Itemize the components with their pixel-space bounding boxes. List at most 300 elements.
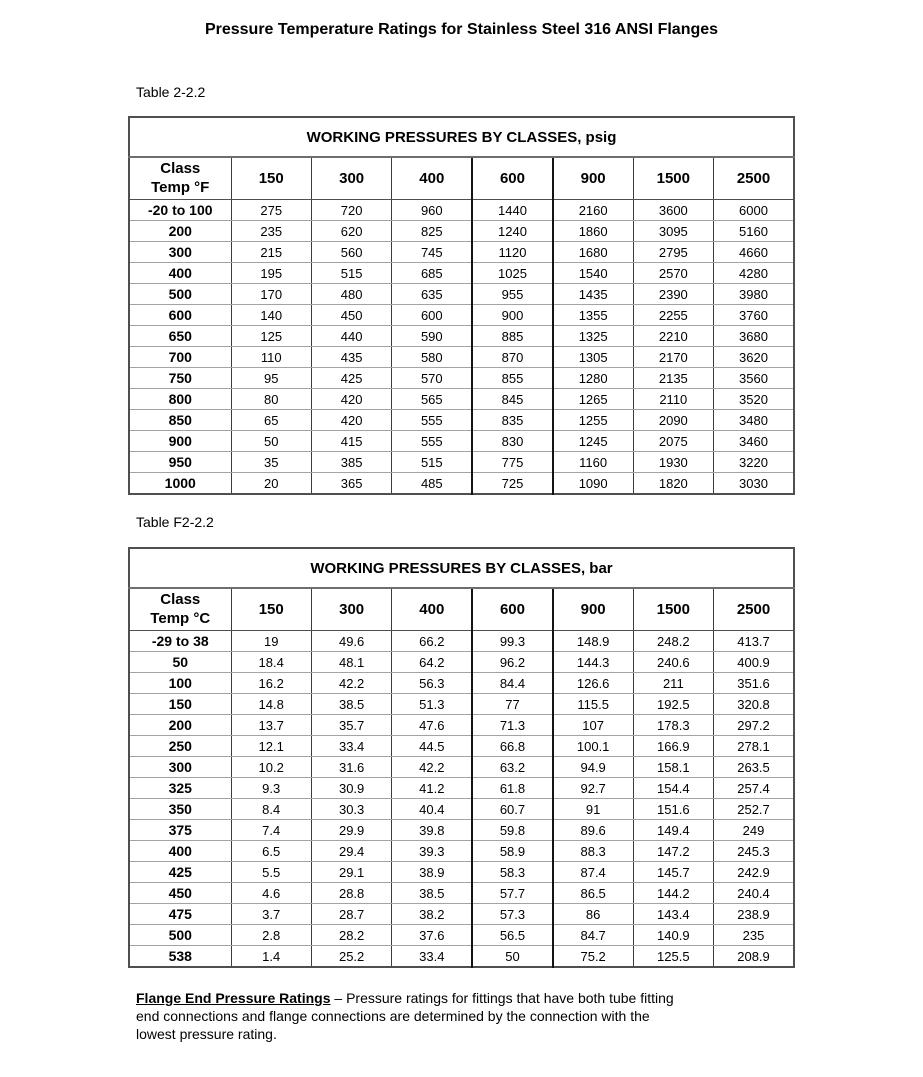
pressure-value-cell: 3620 <box>714 347 794 368</box>
temp-cell: 325 <box>129 778 231 799</box>
temp-unit-header-label: Temp °C <box>150 609 211 627</box>
pressure-value-cell: 61.8 <box>472 778 552 799</box>
pressure-value-cell: 2570 <box>633 263 713 284</box>
pressure-value-cell: 30.3 <box>311 799 391 820</box>
temp-cell: 450 <box>129 883 231 904</box>
temp-cell: 900 <box>129 431 231 452</box>
footer-note <box>136 989 923 1043</box>
class-column-header: 2500 <box>714 588 794 631</box>
temp-cell: 300 <box>129 757 231 778</box>
page-title: Pressure Temperature Ratings for Stainless Steel 316 ANSI Flanges <box>204 21 719 38</box>
temp-cell: -29 to 38 <box>129 631 231 652</box>
pressure-value-cell: 63.2 <box>472 757 552 778</box>
pressure-value-cell: 95 <box>231 368 311 389</box>
pressure-value-cell: 66.8 <box>472 736 552 757</box>
temp-cell: 400 <box>129 263 231 284</box>
pressure-value-cell: 1255 <box>553 410 633 431</box>
pressure-value-cell: 77 <box>472 694 552 715</box>
temp-cell: 300 <box>129 242 231 263</box>
pressure-value-cell: 51.3 <box>392 694 472 715</box>
pressure-value-cell: 8.4 <box>231 799 311 820</box>
temp-cell: 425 <box>129 862 231 883</box>
pressure-value-cell: 195 <box>231 263 311 284</box>
pressure-value-cell: 28.2 <box>311 925 391 946</box>
pressure-value-cell: 885 <box>472 326 552 347</box>
table-row <box>129 652 794 673</box>
pressure-value-cell: 240.6 <box>633 652 713 673</box>
pressure-value-cell: 1090 <box>553 473 633 495</box>
pressure-value-cell: 58.9 <box>472 841 552 862</box>
table-row <box>129 284 794 305</box>
pressure-value-cell: 620 <box>311 221 391 242</box>
pressure-value-cell: 2160 <box>553 200 633 221</box>
pressure-value-cell: 5.5 <box>231 862 311 883</box>
pressure-value-cell: 745 <box>392 242 472 263</box>
pressure-value-cell: 775 <box>472 452 552 473</box>
pressure-value-cell: 18.4 <box>231 652 311 673</box>
pressure-value-cell: 590 <box>392 326 472 347</box>
pressure-value-cell: 3680 <box>714 326 794 347</box>
pressure-value-cell: 3220 <box>714 452 794 473</box>
pressure-value-cell: 249 <box>714 820 794 841</box>
pressure-value-cell: 107 <box>553 715 633 736</box>
pressure-value-cell: 31.6 <box>311 757 391 778</box>
temp-cell: 250 <box>129 736 231 757</box>
pressure-value-cell: 3520 <box>714 389 794 410</box>
pressure-value-cell: 385 <box>311 452 391 473</box>
table-row <box>129 368 794 389</box>
table-row <box>129 757 794 778</box>
class-column-header: 1500 <box>633 588 713 631</box>
table-row <box>129 221 794 242</box>
pressure-value-cell: 28.8 <box>311 883 391 904</box>
pressure-value-cell: 420 <box>311 389 391 410</box>
pressure-value-cell: 39.8 <box>392 820 472 841</box>
pressure-value-cell: 57.7 <box>472 883 552 904</box>
pressure-value-cell: 252.7 <box>714 799 794 820</box>
pressure-value-cell: 40.4 <box>392 799 472 820</box>
temp-cell: 650 <box>129 326 231 347</box>
class-column-header: 600 <box>472 157 552 200</box>
table-row <box>129 904 794 925</box>
class-column-header: 2500 <box>714 157 794 200</box>
pressure-value-cell: 19 <box>231 631 311 652</box>
pressure-value-cell: 415 <box>311 431 391 452</box>
pressure-value-cell: 2135 <box>633 368 713 389</box>
pressure-value-cell: 125 <box>231 326 311 347</box>
pressure-value-cell: 960 <box>392 200 472 221</box>
pressure-value-cell: 50 <box>231 431 311 452</box>
temp-cell: 538 <box>129 946 231 968</box>
pressure-value-cell: 148.9 <box>553 631 633 652</box>
table-row <box>129 326 794 347</box>
pressure-value-cell: 208.9 <box>714 946 794 968</box>
class-column-header: 400 <box>392 157 472 200</box>
pressure-value-cell: 555 <box>392 431 472 452</box>
pressure-value-cell: 211 <box>633 673 713 694</box>
pressure-value-cell: 9.3 <box>231 778 311 799</box>
pressure-value-cell: 64.2 <box>392 652 472 673</box>
pressure-value-cell: 570 <box>392 368 472 389</box>
pressure-value-cell: 2210 <box>633 326 713 347</box>
table-row <box>129 736 794 757</box>
pressure-value-cell: 242.9 <box>714 862 794 883</box>
pressure-value-cell: 42.2 <box>311 673 391 694</box>
pressure-value-cell: 115.5 <box>553 694 633 715</box>
class-column-header: 150 <box>231 588 311 631</box>
table-row <box>129 715 794 736</box>
temp-cell: 400 <box>129 841 231 862</box>
pressure-value-cell: 1440 <box>472 200 552 221</box>
pressure-value-cell: 235 <box>714 925 794 946</box>
pressure-value-cell: 170 <box>231 284 311 305</box>
temp-cell: 375 <box>129 820 231 841</box>
temp-unit-header-label: Temp °F <box>151 178 210 196</box>
pressure-value-cell: 235 <box>231 221 311 242</box>
pressure-value-cell: 92.7 <box>553 778 633 799</box>
pressure-value-cell: 420 <box>311 410 391 431</box>
pressure-value-cell: 1355 <box>553 305 633 326</box>
pressure-value-cell: 145.7 <box>633 862 713 883</box>
temp-cell: 200 <box>129 221 231 242</box>
pressure-value-cell: 144.2 <box>633 883 713 904</box>
psig-table-section <box>0 84 923 495</box>
pressure-value-cell: 1120 <box>472 242 552 263</box>
pressure-value-cell: 1245 <box>553 431 633 452</box>
pressure-value-cell: 555 <box>392 410 472 431</box>
table-row <box>129 263 794 284</box>
pressure-value-cell: 600 <box>392 305 472 326</box>
temp-cell: 600 <box>129 305 231 326</box>
pressure-value-cell: 1240 <box>472 221 552 242</box>
pressure-value-cell: 158.1 <box>633 757 713 778</box>
pressure-value-cell: 89.6 <box>553 820 633 841</box>
pressure-value-cell: 245.3 <box>714 841 794 862</box>
pressure-value-cell: 1860 <box>553 221 633 242</box>
pressure-value-cell: 143.4 <box>633 904 713 925</box>
pressure-value-cell: 75.2 <box>553 946 633 968</box>
pressure-value-cell: 1.4 <box>231 946 311 968</box>
table-row <box>129 673 794 694</box>
pressure-value-cell: 88.3 <box>553 841 633 862</box>
pressure-value-cell: 99.3 <box>472 631 552 652</box>
pressure-value-cell: 2390 <box>633 284 713 305</box>
pressure-value-cell: 1435 <box>553 284 633 305</box>
table-title: WORKING PRESSURES BY CLASSES, bar <box>129 548 794 588</box>
temp-cell: 1000 <box>129 473 231 495</box>
pressure-value-cell: 14.8 <box>231 694 311 715</box>
table-title: WORKING PRESSURES BY CLASSES, psig <box>129 117 794 157</box>
pressure-value-cell: 166.9 <box>633 736 713 757</box>
class-temp-header <box>129 157 231 200</box>
pressure-value-cell: 560 <box>311 242 391 263</box>
pressure-value-cell: 3460 <box>714 431 794 452</box>
table-row <box>129 946 794 968</box>
pressure-value-cell: 16.2 <box>231 673 311 694</box>
pressure-value-cell: 20 <box>231 473 311 495</box>
class-column-header: 600 <box>472 588 552 631</box>
pressure-value-cell: 151.6 <box>633 799 713 820</box>
pressure-value-cell: 257.4 <box>714 778 794 799</box>
pressure-value-cell: 515 <box>311 263 391 284</box>
pressure-value-cell: 58.3 <box>472 862 552 883</box>
class-header-label: Class <box>160 590 201 608</box>
pressure-value-cell: 480 <box>311 284 391 305</box>
pressure-value-cell: 3030 <box>714 473 794 495</box>
pressure-value-cell: 580 <box>392 347 472 368</box>
pressure-value-cell: 515 <box>392 452 472 473</box>
pressure-value-cell: 56.3 <box>392 673 472 694</box>
pressure-value-cell: 71.3 <box>472 715 552 736</box>
pressure-value-cell: 275 <box>231 200 311 221</box>
pressure-value-cell: 413.7 <box>714 631 794 652</box>
table-title-row <box>129 117 794 157</box>
pressure-value-cell: 140 <box>231 305 311 326</box>
pressure-value-cell: 240.4 <box>714 883 794 904</box>
pressure-value-cell: 10.2 <box>231 757 311 778</box>
pressure-value-cell: 154.4 <box>633 778 713 799</box>
table-row <box>129 389 794 410</box>
pressure-value-cell: 147.2 <box>633 841 713 862</box>
pressure-value-cell: 192.5 <box>633 694 713 715</box>
pressure-value-cell: 3600 <box>633 200 713 221</box>
pressure-value-cell: 29.9 <box>311 820 391 841</box>
table-row <box>129 925 794 946</box>
table-row <box>129 305 794 326</box>
pressure-value-cell: 3760 <box>714 305 794 326</box>
pressure-value-cell: 485 <box>392 473 472 495</box>
pressure-value-cell: 297.2 <box>714 715 794 736</box>
temp-cell: 700 <box>129 347 231 368</box>
temp-cell: 800 <box>129 389 231 410</box>
pressure-value-cell: 2255 <box>633 305 713 326</box>
table-row <box>129 410 794 431</box>
pressure-value-cell: 635 <box>392 284 472 305</box>
pressure-value-cell: 5160 <box>714 221 794 242</box>
table-row <box>129 200 794 221</box>
pressure-value-cell: 1160 <box>553 452 633 473</box>
table-row <box>129 631 794 652</box>
pressure-value-cell: 47.6 <box>392 715 472 736</box>
class-column-header: 150 <box>231 157 311 200</box>
pressure-value-cell: 2170 <box>633 347 713 368</box>
pressure-value-cell: 1325 <box>553 326 633 347</box>
class-temp-header <box>129 588 231 631</box>
class-column-header: 1500 <box>633 157 713 200</box>
pressure-value-cell: 35 <box>231 452 311 473</box>
pressure-value-cell: 1280 <box>553 368 633 389</box>
pressure-value-cell: 4280 <box>714 263 794 284</box>
pressure-value-cell: 1025 <box>472 263 552 284</box>
footer-line1-rest: – Pressure ratings for fittings that have both tube fitting <box>330 990 674 1006</box>
pressure-value-cell: 3560 <box>714 368 794 389</box>
pressure-value-cell: 720 <box>311 200 391 221</box>
pressure-value-cell: 86.5 <box>553 883 633 904</box>
pressure-value-cell: 65 <box>231 410 311 431</box>
pressure-value-cell: 29.4 <box>311 841 391 862</box>
pressure-value-cell: 685 <box>392 263 472 284</box>
pressure-value-cell: 3480 <box>714 410 794 431</box>
table-row <box>129 883 794 904</box>
temp-cell: 100 <box>129 673 231 694</box>
pressure-value-cell: 3095 <box>633 221 713 242</box>
pressure-value-cell: 33.4 <box>311 736 391 757</box>
pressure-value-cell: 4.6 <box>231 883 311 904</box>
column-header-row <box>129 588 794 631</box>
column-header-row <box>129 157 794 200</box>
table-row <box>129 841 794 862</box>
pressure-value-cell: 42.2 <box>392 757 472 778</box>
temp-cell: 50 <box>129 652 231 673</box>
pressure-value-cell: 91 <box>553 799 633 820</box>
table-row <box>129 694 794 715</box>
pressure-value-cell: 870 <box>472 347 552 368</box>
pressure-value-cell: 4660 <box>714 242 794 263</box>
pressure-value-cell: 248.2 <box>633 631 713 652</box>
footer-line2: end connections and flange connections are determined by the connection with the <box>136 1008 650 1024</box>
class-header-label: Class <box>160 159 201 177</box>
pressure-value-cell: 725 <box>472 473 552 495</box>
footer-lead: Flange End Pressure Ratings <box>136 990 331 1006</box>
pressure-value-cell: 825 <box>392 221 472 242</box>
pressure-value-cell: 50 <box>472 946 552 968</box>
pressure-value-cell: 60.7 <box>472 799 552 820</box>
pressure-value-cell: 1265 <box>553 389 633 410</box>
table-title-row <box>129 548 794 588</box>
pressure-value-cell: 178.3 <box>633 715 713 736</box>
pressure-value-cell: 33.4 <box>392 946 472 968</box>
table-caption-bar: Table F2-2.2 <box>136 514 214 530</box>
pressure-value-cell: 1540 <box>553 263 633 284</box>
pressure-value-cell: 400.9 <box>714 652 794 673</box>
pressure-value-cell: 38.5 <box>311 694 391 715</box>
footer-line3: lowest pressure rating. <box>136 1026 277 1042</box>
pressure-value-cell: 30.9 <box>311 778 391 799</box>
pressure-value-cell: 320.8 <box>714 694 794 715</box>
table-caption-psig: Table 2-2.2 <box>136 84 206 100</box>
pressure-value-cell: 565 <box>392 389 472 410</box>
pressure-value-cell: 94.9 <box>553 757 633 778</box>
pressure-value-cell: 84.4 <box>472 673 552 694</box>
pressure-value-cell: 1930 <box>633 452 713 473</box>
pressure-value-cell: 2075 <box>633 431 713 452</box>
pressure-value-cell: 59.8 <box>472 820 552 841</box>
temp-cell: 750 <box>129 368 231 389</box>
pressure-value-cell: 2110 <box>633 389 713 410</box>
table-row <box>129 452 794 473</box>
pressure-value-cell: 435 <box>311 347 391 368</box>
pressure-value-cell: 144.3 <box>553 652 633 673</box>
pressure-value-cell: 100.1 <box>553 736 633 757</box>
pressure-value-cell: 7.4 <box>231 820 311 841</box>
pressure-value-cell: 830 <box>472 431 552 452</box>
table-row <box>129 862 794 883</box>
pressure-value-cell: 900 <box>472 305 552 326</box>
pressure-value-cell: 41.2 <box>392 778 472 799</box>
class-column-header: 300 <box>311 588 391 631</box>
pressure-value-cell: 215 <box>231 242 311 263</box>
pressure-value-cell: 3980 <box>714 284 794 305</box>
pressure-value-cell: 2090 <box>633 410 713 431</box>
table-row <box>129 473 794 495</box>
pressure-value-cell: 3.7 <box>231 904 311 925</box>
working-pressures-psig-table <box>128 116 795 495</box>
pressure-value-cell: 84.7 <box>553 925 633 946</box>
pressure-value-cell: 48.1 <box>311 652 391 673</box>
pressure-value-cell: 278.1 <box>714 736 794 757</box>
temp-cell: 500 <box>129 925 231 946</box>
pressure-value-cell: 35.7 <box>311 715 391 736</box>
pressure-value-cell: 6000 <box>714 200 794 221</box>
pressure-value-cell: 96.2 <box>472 652 552 673</box>
pressure-value-cell: 125.5 <box>633 946 713 968</box>
temp-cell: 850 <box>129 410 231 431</box>
pressure-value-cell: 29.1 <box>311 862 391 883</box>
pressure-value-cell: 365 <box>311 473 391 495</box>
pressure-value-cell: 1820 <box>633 473 713 495</box>
temp-cell: 475 <box>129 904 231 925</box>
pressure-value-cell: 37.6 <box>392 925 472 946</box>
pressure-value-cell: 140.9 <box>633 925 713 946</box>
pressure-value-cell: 351.6 <box>714 673 794 694</box>
temp-cell: 500 <box>129 284 231 305</box>
pressure-value-cell: 38.2 <box>392 904 472 925</box>
pressure-value-cell: 28.7 <box>311 904 391 925</box>
table-row <box>129 799 794 820</box>
table-row <box>129 431 794 452</box>
pressure-value-cell: 44.5 <box>392 736 472 757</box>
pressure-value-cell: 450 <box>311 305 391 326</box>
pressure-value-cell: 955 <box>472 284 552 305</box>
table-row <box>129 347 794 368</box>
pressure-value-cell: 87.4 <box>553 862 633 883</box>
table-row <box>129 242 794 263</box>
class-column-header: 300 <box>311 157 391 200</box>
pressure-value-cell: 238.9 <box>714 904 794 925</box>
pressure-value-cell: 2795 <box>633 242 713 263</box>
temp-cell: 150 <box>129 694 231 715</box>
table-row <box>129 820 794 841</box>
pressure-value-cell: 110 <box>231 347 311 368</box>
pressure-value-cell: 440 <box>311 326 391 347</box>
pressure-value-cell: 149.4 <box>633 820 713 841</box>
temp-cell: 950 <box>129 452 231 473</box>
pressure-value-cell: 12.1 <box>231 736 311 757</box>
pressure-value-cell: 25.2 <box>311 946 391 968</box>
table-row <box>129 778 794 799</box>
pressure-value-cell: 80 <box>231 389 311 410</box>
pressure-value-cell: 49.6 <box>311 631 391 652</box>
pressure-value-cell: 39.3 <box>392 841 472 862</box>
temp-cell: 200 <box>129 715 231 736</box>
pressure-value-cell: 855 <box>472 368 552 389</box>
class-column-header: 400 <box>392 588 472 631</box>
pressure-value-cell: 66.2 <box>392 631 472 652</box>
pressure-value-cell: 425 <box>311 368 391 389</box>
bar-table-section <box>0 514 923 968</box>
pressure-value-cell: 263.5 <box>714 757 794 778</box>
class-column-header: 900 <box>553 588 633 631</box>
pressure-value-cell: 1305 <box>553 347 633 368</box>
temp-cell: 350 <box>129 799 231 820</box>
pressure-value-cell: 86 <box>553 904 633 925</box>
pressure-value-cell: 2.8 <box>231 925 311 946</box>
pressure-value-cell: 6.5 <box>231 841 311 862</box>
pressure-value-cell: 38.5 <box>392 883 472 904</box>
pressure-value-cell: 835 <box>472 410 552 431</box>
pressure-value-cell: 13.7 <box>231 715 311 736</box>
pressure-value-cell: 1680 <box>553 242 633 263</box>
